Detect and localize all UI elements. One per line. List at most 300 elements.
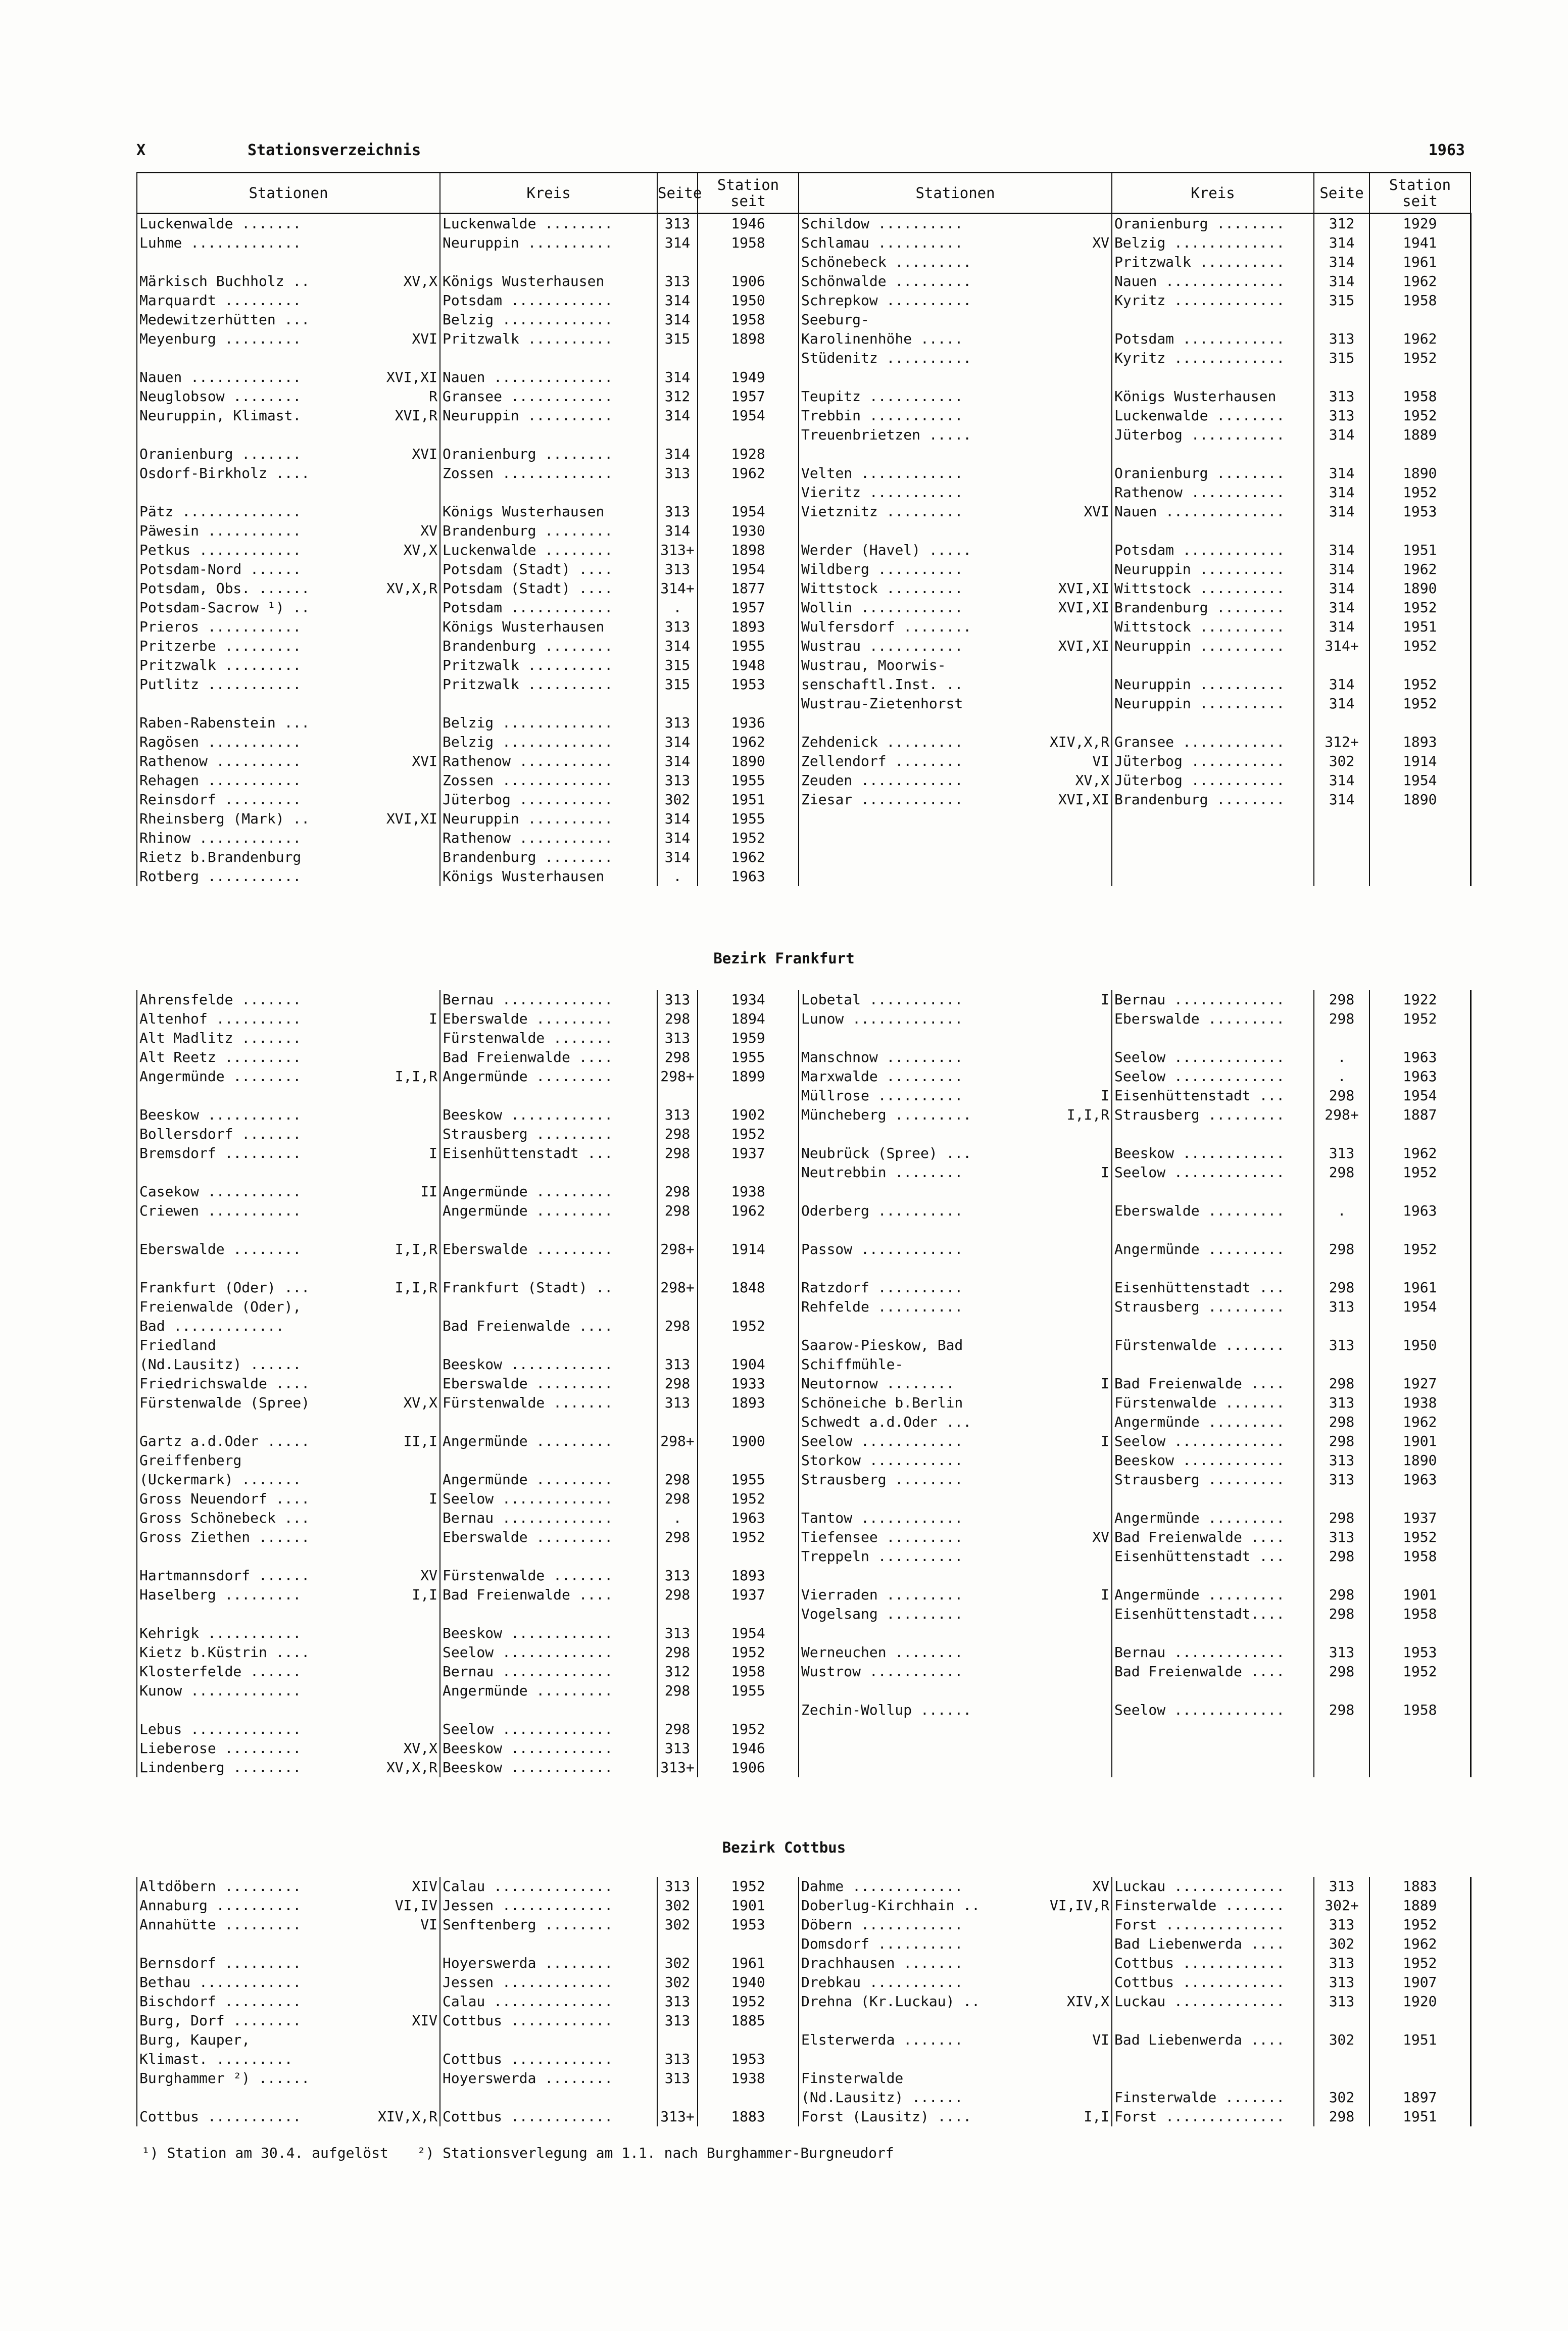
table-row bbox=[137, 1547, 1471, 1566]
col-header-kreis: Kreis bbox=[1112, 173, 1314, 214]
kreis-name: Potsdam ............ bbox=[440, 598, 657, 617]
page-number: 313 bbox=[1314, 1992, 1369, 2011]
kreis-name bbox=[440, 1413, 657, 1432]
page-number bbox=[1314, 1355, 1369, 1374]
kreis-name: Kyritz ............. bbox=[1112, 349, 1314, 368]
kreis-name: Angermünde ......... bbox=[440, 1681, 657, 1701]
station-since-year bbox=[1369, 310, 1471, 329]
region-code: XV bbox=[1026, 233, 1112, 253]
page-number: 313 bbox=[1314, 1915, 1369, 1934]
station-name: Rhinow ............ bbox=[137, 829, 359, 848]
region-code bbox=[359, 1528, 440, 1547]
station-name: Burg, Dorf ........ bbox=[137, 2011, 359, 2030]
region-code bbox=[1026, 1336, 1112, 1355]
station-name: Luckenwalde ....... bbox=[137, 214, 359, 234]
page-number: 298 bbox=[657, 1528, 698, 1547]
kreis-name bbox=[1112, 1125, 1314, 1144]
page-number: 298 bbox=[1314, 990, 1369, 1009]
kreis-name: Luckau ............. bbox=[1112, 1877, 1314, 1896]
station-since-year: 1952 bbox=[1369, 1163, 1471, 1182]
kreis-name: Beeskow ............ bbox=[440, 1355, 657, 1374]
page-number bbox=[657, 1413, 698, 1432]
station-table-cottbus bbox=[136, 1877, 1472, 2126]
region-code bbox=[1026, 1470, 1112, 1489]
kreis-name: Eisenhüttenstadt ... bbox=[1112, 1086, 1314, 1105]
kreis-name: Hoyerswerda ........ bbox=[440, 1954, 657, 1973]
station-name bbox=[137, 349, 359, 368]
region-code bbox=[1026, 406, 1112, 425]
station-since-year: 1955 bbox=[698, 771, 799, 790]
kreis-name: Wittstock .......... bbox=[1112, 617, 1314, 637]
kreis-name: Angermünde ......... bbox=[1112, 1509, 1314, 1528]
station-since-year bbox=[698, 253, 799, 272]
page-number: 313 bbox=[1314, 1144, 1369, 1163]
region-code bbox=[359, 1973, 440, 1992]
station-name: Drehna (Kr.Luckau) .. bbox=[801, 1993, 981, 2010]
page-number: 298+ bbox=[657, 1278, 698, 1297]
station-name: Wustrau ........... bbox=[801, 638, 963, 654]
page-number: 298 bbox=[657, 1643, 698, 1662]
region-code bbox=[1026, 1547, 1112, 1566]
kreis-name: Jessen ............. bbox=[440, 1973, 657, 1992]
table-row bbox=[137, 2069, 1471, 2088]
station-since-year: 1953 bbox=[1369, 1643, 1471, 1662]
kreis-name bbox=[440, 1086, 657, 1105]
station-since-year: 1890 bbox=[1369, 464, 1471, 483]
kreis-name bbox=[440, 1259, 657, 1278]
region-code bbox=[1026, 1934, 1112, 1954]
page-number: 313 bbox=[657, 1566, 698, 1585]
page-number bbox=[1314, 1259, 1369, 1278]
station-since-year: 1951 bbox=[698, 790, 799, 809]
station-name: Beeskow ........... bbox=[137, 1105, 359, 1125]
station-name: Vierraden ......... bbox=[801, 1586, 963, 1603]
station-since-year: 1955 bbox=[698, 1681, 799, 1701]
station-since-year: 1962 bbox=[698, 733, 799, 752]
station-since-year: 1848 bbox=[698, 1278, 799, 1297]
station-since-year: 1954 bbox=[1369, 1086, 1471, 1105]
station-name: Doberlug-Kirchhain .. bbox=[801, 1897, 981, 1914]
station-name: Wustrow ........... bbox=[801, 1663, 963, 1680]
station-name: Zehdenick ......... bbox=[801, 734, 963, 750]
station-since-year bbox=[698, 1605, 799, 1624]
station-name: Neutornow ........ bbox=[801, 1375, 955, 1392]
section-title-frankfurt: Bezirk Frankfurt bbox=[713, 950, 855, 967]
region-code bbox=[1026, 1355, 1112, 1374]
region-code bbox=[1026, 1009, 1112, 1029]
kreis-name bbox=[1112, 1739, 1314, 1758]
page-number: 314 bbox=[1314, 579, 1369, 598]
table-row bbox=[137, 1992, 1471, 2011]
region-code bbox=[1026, 1067, 1112, 1086]
kreis-name bbox=[440, 349, 657, 368]
region-code: XVI,XI bbox=[1026, 579, 1112, 598]
station-since-year: 1962 bbox=[1369, 1413, 1471, 1432]
station-name: Passow ............ bbox=[801, 1241, 963, 1257]
table-row bbox=[137, 1182, 1471, 1201]
station-name bbox=[799, 1221, 1026, 1240]
kreis-name bbox=[440, 1605, 657, 1624]
region-code bbox=[1026, 2088, 1112, 2107]
table-row bbox=[137, 1221, 1471, 1240]
station-name: Müllrose .......... bbox=[801, 1087, 963, 1104]
station-since-year bbox=[698, 483, 799, 502]
station-name bbox=[137, 1701, 359, 1720]
page-title: Stationsverzeichnis bbox=[248, 141, 421, 159]
kreis-name: Zossen ............. bbox=[440, 464, 657, 483]
region-code bbox=[1026, 1413, 1112, 1432]
station-since-year: 1952 bbox=[698, 829, 799, 848]
station-since-year bbox=[698, 1451, 799, 1470]
station-name: Domsdorf .......... bbox=[801, 1935, 963, 1952]
page-number: 314 bbox=[657, 521, 698, 541]
station-name: Schwedt a.d.Oder ... bbox=[801, 1414, 972, 1430]
region-code bbox=[359, 1681, 440, 1701]
col-header-station-seit: Station seit bbox=[698, 173, 799, 214]
station-since-year: 1951 bbox=[1369, 617, 1471, 637]
region-code bbox=[1026, 445, 1112, 464]
station-name bbox=[799, 2011, 1026, 2030]
page-number bbox=[657, 694, 698, 713]
region-code bbox=[359, 1317, 440, 1336]
station-since-year: 1890 bbox=[1369, 790, 1471, 809]
station-since-year bbox=[1369, 1182, 1471, 1201]
region-code bbox=[359, 694, 440, 713]
page-number bbox=[657, 1934, 698, 1954]
page-number: 313 bbox=[657, 1029, 698, 1048]
station-since-year: 1890 bbox=[698, 752, 799, 771]
kreis-name bbox=[440, 253, 657, 272]
kreis-name: Bad Freienwalde .... bbox=[1112, 1528, 1314, 1547]
region-code bbox=[1026, 809, 1112, 829]
region-code bbox=[1026, 310, 1112, 329]
region-code bbox=[359, 1259, 440, 1278]
kreis-name: Strausberg ......... bbox=[1112, 1470, 1314, 1489]
region-code: II,I bbox=[359, 1432, 440, 1451]
station-since-year: 1901 bbox=[1369, 1585, 1471, 1605]
region-code bbox=[359, 1413, 440, 1432]
kreis-name: Pritzwalk .......... bbox=[440, 656, 657, 675]
col-header-stationen: Stationen bbox=[137, 173, 440, 214]
table-row bbox=[137, 1125, 1471, 1144]
station-name bbox=[137, 1413, 359, 1432]
page-number: 314 bbox=[1314, 675, 1369, 694]
station-name bbox=[799, 368, 1026, 387]
station-name: Tantow ............ bbox=[801, 1510, 963, 1526]
region-code bbox=[359, 2030, 440, 2050]
station-since-year: 1894 bbox=[698, 1009, 799, 1029]
page-number: . bbox=[1314, 1067, 1369, 1086]
region-code: XVI,XI bbox=[1026, 790, 1112, 809]
station-name bbox=[799, 1720, 1026, 1739]
table-row bbox=[137, 1336, 1471, 1355]
station-since-year: 1952 bbox=[698, 1877, 799, 1896]
station-name: Lieberose ......... bbox=[137, 1739, 359, 1758]
station-since-year: 1952 bbox=[1369, 483, 1471, 502]
station-name: Annaburg .......... bbox=[137, 1896, 359, 1915]
page-number: 312+ bbox=[1314, 733, 1369, 752]
station-since-year: 1893 bbox=[1369, 733, 1471, 752]
station-since-year: 1952 bbox=[698, 1992, 799, 2011]
page-number bbox=[1314, 1182, 1369, 1201]
page-number bbox=[657, 1701, 698, 1720]
station-since-year: 1938 bbox=[1369, 1393, 1471, 1413]
kreis-name bbox=[1112, 1624, 1314, 1643]
station-since-year: 1906 bbox=[698, 272, 799, 291]
station-since-year bbox=[1369, 1317, 1471, 1336]
station-name: Wildberg .......... bbox=[801, 561, 963, 577]
region-code bbox=[359, 1221, 440, 1240]
page-number bbox=[657, 2088, 698, 2107]
page-number: 314 bbox=[1314, 694, 1369, 713]
station-since-year: 1904 bbox=[698, 1355, 799, 1374]
kreis-name bbox=[1112, 521, 1314, 541]
kreis-name: Luckau ............. bbox=[1112, 1992, 1314, 2011]
station-since-year bbox=[698, 1297, 799, 1317]
station-table-frankfurt bbox=[136, 990, 1472, 1777]
region-code: I bbox=[359, 1144, 440, 1163]
station-name bbox=[137, 1086, 359, 1105]
region-code: XV,X,R bbox=[359, 1758, 440, 1777]
kreis-name: Seelow ............. bbox=[1112, 1701, 1314, 1720]
region-code bbox=[359, 1355, 440, 1374]
kreis-name bbox=[1112, 368, 1314, 387]
kreis-name: Brandenburg ........ bbox=[1112, 790, 1314, 809]
page-number: 314 bbox=[1314, 790, 1369, 809]
station-since-year: 1889 bbox=[1369, 425, 1471, 445]
station-since-year: 1950 bbox=[698, 291, 799, 310]
region-code bbox=[1026, 329, 1112, 349]
table-row bbox=[137, 1067, 1471, 1086]
region-code bbox=[359, 675, 440, 694]
table-row bbox=[137, 990, 1471, 1009]
region-code bbox=[359, 617, 440, 637]
region-code bbox=[1026, 867, 1112, 886]
section-title-cottbus: Bezirk Cottbus bbox=[722, 1839, 846, 1856]
station-name bbox=[137, 2088, 359, 2107]
page-number: 298 bbox=[657, 1470, 698, 1489]
station-name: Burghammer ²) ...... bbox=[137, 2069, 359, 2088]
station-name: Neuruppin, Klimast. bbox=[137, 406, 359, 425]
station-name: Werneuchen ........ bbox=[801, 1644, 963, 1661]
kreis-name bbox=[440, 1163, 657, 1182]
page-number bbox=[1314, 1125, 1369, 1144]
station-name: Haselberg ......... bbox=[137, 1585, 359, 1605]
kreis-name: Hoyerswerda ........ bbox=[440, 2069, 657, 2088]
kreis-name bbox=[440, 1701, 657, 1720]
region-code: I,I,R bbox=[359, 1278, 440, 1297]
page-number: 298+ bbox=[1314, 1105, 1369, 1125]
station-name: Burg, Kauper, bbox=[137, 2030, 359, 2050]
region-code bbox=[359, 291, 440, 310]
page-number: 313 bbox=[1314, 1393, 1369, 1413]
region-code: XVI,XI bbox=[1026, 637, 1112, 656]
station-name: Werder (Havel) ..... bbox=[801, 542, 972, 558]
kreis-name: Pritzwalk .......... bbox=[440, 329, 657, 349]
page-number: 298 bbox=[657, 1489, 698, 1509]
kreis-name: Neuruppin .......... bbox=[1112, 694, 1314, 713]
kreis-name bbox=[1112, 809, 1314, 829]
region-code bbox=[1026, 387, 1112, 406]
kreis-name: Eberswalde ......... bbox=[440, 1009, 657, 1029]
region-code bbox=[359, 2069, 440, 2088]
station-name: Alt Reetz ......... bbox=[137, 1048, 359, 1067]
kreis-name: Königs Wusterhausen bbox=[440, 502, 657, 521]
kreis-name bbox=[1112, 1489, 1314, 1509]
station-since-year: 1963 bbox=[1369, 1201, 1471, 1221]
page-number: 314 bbox=[1314, 541, 1369, 560]
kreis-name: Rathenow ........... bbox=[440, 752, 657, 771]
station-since-year bbox=[698, 694, 799, 713]
page-number: 313+ bbox=[657, 1758, 698, 1777]
table-row bbox=[137, 1413, 1471, 1432]
page-number bbox=[1314, 310, 1369, 329]
page-number: 314 bbox=[657, 848, 698, 867]
station-name: Bollersdorf ....... bbox=[137, 1125, 359, 1144]
station-name: Greiffenberg bbox=[137, 1451, 359, 1470]
station-since-year: 1952 bbox=[698, 1528, 799, 1547]
station-name: Meyenburg ......... bbox=[137, 329, 359, 349]
region-code: XV,X bbox=[359, 541, 440, 560]
kreis-name: Neuruppin .......... bbox=[1112, 675, 1314, 694]
region-code: I bbox=[1026, 1163, 1112, 1182]
region-code: XV,X bbox=[1026, 771, 1112, 790]
region-code: XVI,XI bbox=[1026, 598, 1112, 617]
station-since-year: 1958 bbox=[1369, 387, 1471, 406]
region-code bbox=[359, 1125, 440, 1144]
page-number: 313 bbox=[657, 1877, 698, 1896]
region-code bbox=[1026, 1125, 1112, 1144]
region-code bbox=[1026, 253, 1112, 272]
station-since-year: 1952 bbox=[1369, 637, 1471, 656]
station-name: Hartmannsdorf ...... bbox=[137, 1566, 359, 1585]
station-since-year: 1952 bbox=[1369, 1954, 1471, 1973]
region-code bbox=[359, 656, 440, 675]
station-name bbox=[799, 1758, 1026, 1777]
station-since-year: 1922 bbox=[1369, 990, 1471, 1009]
station-name: Schiffmühle- bbox=[801, 1356, 904, 1373]
region-code: I bbox=[1026, 1585, 1112, 1605]
station-name: Gross Neuendorf .... bbox=[137, 1489, 359, 1509]
table-row bbox=[137, 1317, 1471, 1336]
page-number: 314 bbox=[657, 829, 698, 848]
table-row bbox=[137, 790, 1471, 809]
station-since-year: 1898 bbox=[698, 541, 799, 560]
station-since-year: 1963 bbox=[698, 867, 799, 886]
page-number: 313 bbox=[1314, 1954, 1369, 1973]
region-code: I bbox=[359, 1009, 440, 1029]
station-since-year: 1937 bbox=[1369, 1509, 1471, 1528]
station-name: Osdorf-Birkholz .... bbox=[137, 464, 359, 483]
kreis-name: Nauen .............. bbox=[440, 368, 657, 387]
station-name: Lebus ............. bbox=[137, 1720, 359, 1739]
region-code bbox=[1026, 1048, 1112, 1067]
page-number bbox=[1314, 1566, 1369, 1585]
station-since-year: 1952 bbox=[1369, 1240, 1471, 1259]
kreis-name: Neuruppin .......... bbox=[1112, 560, 1314, 579]
col-header-seite: Seite bbox=[657, 173, 698, 214]
station-name: Kunow ............. bbox=[137, 1681, 359, 1701]
station-since-year: 1952 bbox=[1369, 1528, 1471, 1547]
page-number: 314 bbox=[657, 291, 698, 310]
table-row bbox=[137, 771, 1471, 790]
station-name: Lindenberg ........ bbox=[137, 1758, 359, 1777]
region-code bbox=[359, 233, 440, 253]
station-name bbox=[799, 521, 1026, 541]
region-code bbox=[359, 1992, 440, 2011]
page-number: 298 bbox=[1314, 1413, 1369, 1432]
station-since-year: 1897 bbox=[1369, 2088, 1471, 2107]
station-name: Bad ............. bbox=[137, 1317, 359, 1336]
station-name: Velten ............ bbox=[801, 465, 963, 481]
kreis-name: Luckenwalde ........ bbox=[440, 214, 657, 234]
page-number bbox=[657, 1336, 698, 1355]
station-name: Schlamau .......... bbox=[801, 234, 963, 251]
kreis-name: Calau .............. bbox=[440, 1992, 657, 2011]
kreis-name bbox=[1112, 445, 1314, 464]
table-row bbox=[137, 1758, 1471, 1777]
table-row bbox=[137, 2107, 1471, 2126]
kreis-name: Beeskow ............ bbox=[440, 1624, 657, 1643]
station-name: Tiefensee ......... bbox=[801, 1529, 963, 1545]
kreis-name: Bernau ............. bbox=[440, 990, 657, 1009]
page-number: 313 bbox=[657, 990, 698, 1009]
station-name: Wustrau, Moorwis- bbox=[801, 657, 946, 673]
page-number: 298 bbox=[1314, 1163, 1369, 1182]
station-since-year: 1955 bbox=[698, 637, 799, 656]
region-code bbox=[359, 1048, 440, 1067]
kreis-name bbox=[1112, 1355, 1314, 1374]
region-code: I bbox=[359, 1489, 440, 1509]
station-name: Zellendorf ........ bbox=[801, 753, 963, 769]
station-since-year: 1963 bbox=[698, 1509, 799, 1528]
table-row bbox=[137, 1144, 1471, 1163]
station-name: Seelow ............ bbox=[801, 1433, 963, 1449]
region-code: XIV,X bbox=[1026, 1992, 1112, 2011]
table-row bbox=[137, 464, 1471, 483]
table-row bbox=[137, 1954, 1471, 1973]
station-since-year bbox=[1369, 1489, 1471, 1509]
table-row bbox=[137, 656, 1471, 675]
region-code: I bbox=[1026, 1086, 1112, 1105]
station-name: Oderberg .......... bbox=[801, 1202, 963, 1219]
kreis-name: Potsdam ............ bbox=[440, 291, 657, 310]
station-since-year: 1957 bbox=[698, 598, 799, 617]
station-name: senschaftl.Inst. .. bbox=[801, 676, 963, 693]
page-number: 314 bbox=[657, 406, 698, 425]
station-name: Bernsdorf ......... bbox=[137, 1954, 359, 1973]
page-number: 298 bbox=[657, 1201, 698, 1221]
page-number: 313 bbox=[1314, 387, 1369, 406]
station-since-year: 1953 bbox=[698, 2050, 799, 2069]
kreis-name: Rathenow ........... bbox=[1112, 483, 1314, 502]
kreis-name bbox=[440, 2030, 657, 2050]
region-code: XV,X bbox=[359, 1393, 440, 1413]
page-number: 298 bbox=[1314, 2107, 1369, 2126]
table-row bbox=[137, 1585, 1471, 1605]
page-roman-numeral: X bbox=[136, 141, 146, 159]
page-number: 313 bbox=[657, 2011, 698, 2030]
page-number: 313 bbox=[657, 560, 698, 579]
region-code bbox=[359, 425, 440, 445]
page-number bbox=[1314, 848, 1369, 867]
station-name: Friedland bbox=[137, 1336, 359, 1355]
kreis-name: Beeskow ............ bbox=[440, 1739, 657, 1758]
station-since-year: 1954 bbox=[698, 502, 799, 521]
region-code bbox=[359, 867, 440, 886]
region-code bbox=[359, 637, 440, 656]
station-name: Marxwalde ......... bbox=[801, 1068, 963, 1085]
